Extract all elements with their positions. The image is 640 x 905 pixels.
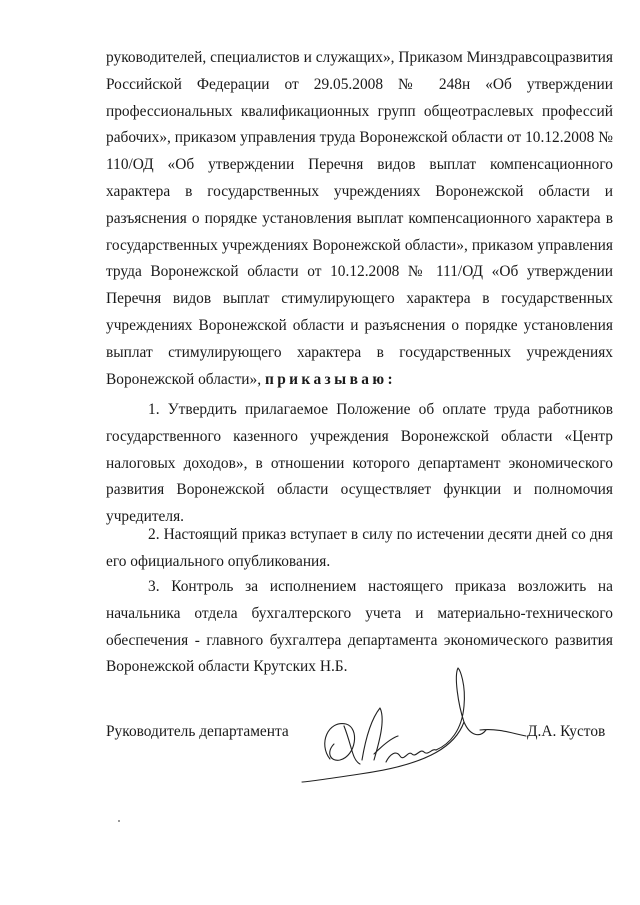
body-line: рабочих», приказом управления труда Воронежской области от 10.12.2008 №: [106, 129, 613, 147]
body-line: государственных учреждениях Воронежской области», приказом управления: [106, 236, 613, 254]
body-line: учреждениях Воронежской области и разъяснения о порядке установления: [106, 317, 613, 334]
item-3-line: обеспечения - главного бухгалтера департамента экономического развития: [106, 631, 613, 649]
signature-position-title: Руководитель департамента: [106, 723, 289, 740]
body-line: профессиональных квалификационных групп общеотраслевых профессий: [106, 102, 613, 120]
item-3-line: начальника отдела бухгалтерского учета и материально-технического: [106, 604, 613, 622]
closing-line-text: Воронежской области»,: [106, 371, 262, 388]
body-line: 110/ОД «Об утверждении Перечня видов выплат компенсационного: [106, 156, 613, 174]
scan-speck: [118, 820, 120, 822]
body-line: выплат стимулирующего характера в государственных учреждениях: [106, 343, 613, 361]
item-2-line: 2. Настоящий приказ вступает в силу по истечении десяти дней со дня: [148, 526, 613, 543]
item-1-line: учредителя.: [106, 508, 184, 526]
item-3-line: Воронежской области Крутских Н.Б.: [106, 658, 348, 676]
body-line: руководителей, специалистов и служащих», Приказом Минздравсоцразвития: [106, 49, 613, 66]
item-1-line: 1. Утвердить прилагаемое Положение об оплате труда работников: [148, 401, 613, 418]
body-line: Перечня видов выплат стимулирующего характера в государственных: [106, 290, 613, 308]
body-line: разъяснения о порядке установления выплат компенсационного характера в: [106, 209, 613, 227]
closing-line: [106, 370, 613, 390]
body-line: труда Воронежской области от 10.12.2008 № 111/ОД «Об утверждении: [106, 263, 613, 281]
body-line: характера в государственных учреждениях Воронежской области и: [106, 183, 613, 200]
body-line: Российской Федерации от 29.05.2008 № 248н «Об утверждении: [106, 75, 613, 93]
item-1-line: налоговых доходов», в отношении которого департамент экономического: [106, 454, 613, 472]
order-word: приказываю:: [264, 371, 397, 388]
handwritten-signature: [300, 664, 540, 794]
item-3-line: 3. Контроль за исполнением настоящего приказа возложить на: [148, 578, 613, 595]
item-1-line: государственного казенного учреждения Воронежской области «Центр: [106, 427, 613, 445]
item-1-line: развития Воронежской области осуществляет функции и полномочия: [106, 481, 613, 499]
item-2-line: его официального опубликования.: [106, 552, 331, 570]
signer-name: Д.А. Кустов: [527, 723, 606, 740]
